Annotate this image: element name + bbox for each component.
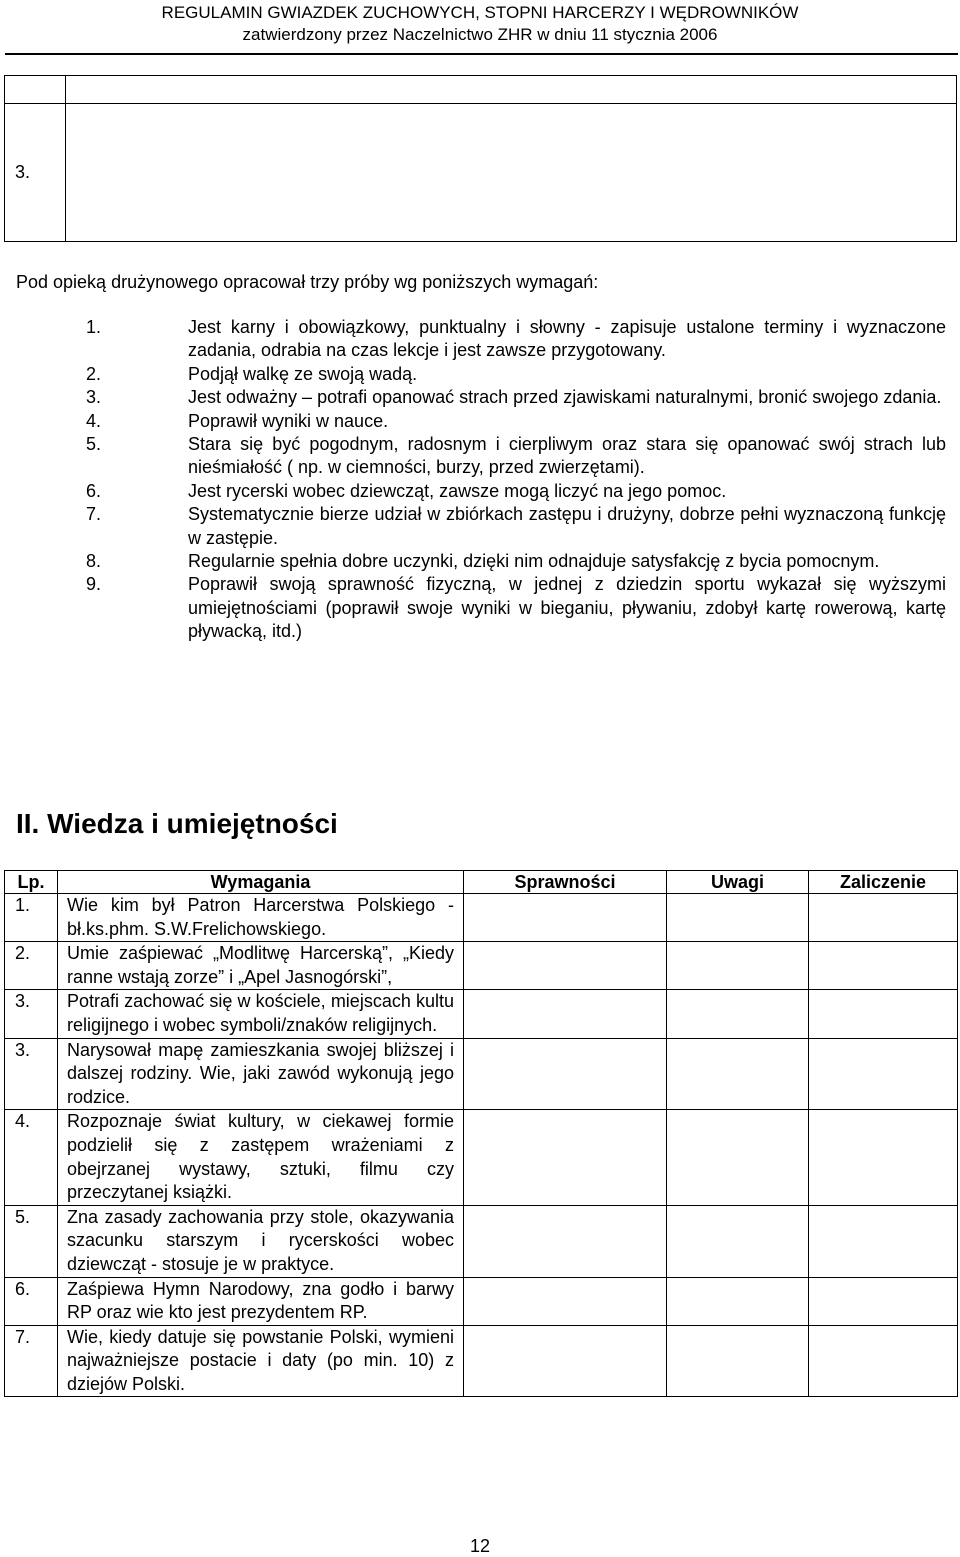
table-row xyxy=(5,990,958,1038)
list-number: 8. xyxy=(86,551,102,572)
table-cell xyxy=(66,76,957,104)
row-number: 4. xyxy=(5,1110,58,1205)
previous-requirements-table-fragment xyxy=(4,75,957,242)
notes-cell xyxy=(667,1038,809,1110)
column-header-badges: Sprawności xyxy=(464,871,667,894)
row-number: 3. xyxy=(5,1038,58,1110)
page-number: 12 xyxy=(469,1536,491,1556)
badges-cell xyxy=(464,1277,667,1325)
notes-cell xyxy=(667,1277,809,1325)
document-header xyxy=(0,2,960,46)
list-item xyxy=(86,386,946,409)
list-number: 6. xyxy=(86,480,102,501)
row-number: 3. xyxy=(5,104,66,242)
requirement-text: Zaśpiewa Hymn Narodowy, zna godło i barwy RP oraz wie kto jest prezydentem RP. xyxy=(58,1277,464,1325)
completion-cell xyxy=(809,942,958,990)
notes-cell xyxy=(667,1110,809,1205)
requirement-text: Zna zasady zachowania przy stole, okazywania szacunku starszym i rycerskości wobec dziewcząt - stosuje je w praktyce. xyxy=(58,1205,464,1277)
header-divider xyxy=(5,53,958,55)
column-header-lp: Lp. xyxy=(5,871,58,894)
list-item xyxy=(86,433,946,480)
requirement-text: Potrafi zachować się w kościele, miejscach kultu religijnego i wobec symboli/znaków religijnych. xyxy=(58,990,464,1038)
table-row xyxy=(5,1110,958,1205)
list-text: Poprawił swoją sprawność fizyczną, w jednej z dziedzin sportu wykazał się wyższymi umiejętnościami (poprawił swoje wyniki w bieganiu, pływaniu, zdobył kartę rowerową, kartę pływacką, itd.) xyxy=(188,574,946,642)
completion-cell xyxy=(809,1110,958,1205)
list-number: 9. xyxy=(86,574,102,595)
list-number: 1. xyxy=(86,317,102,337)
row-number: 6. xyxy=(5,1277,58,1325)
list-number: 2. xyxy=(86,363,102,384)
table-row xyxy=(5,1277,958,1325)
requirement-text: Wie, kiedy datuje się powstanie Polski, wymieni najważniejsze postacie i daty (po min. 10) z dziejów Polski. xyxy=(58,1325,464,1397)
list-text: Jest karny i obowiązkowy, punktualny i słowny - zapisuje ustalone terminy i wyznaczone zadania, odrabia na czas lekcje i jest zawsze przygotowany. xyxy=(188,317,946,361)
list-text: Systematycznie bierze udział w zbiórkach zastępu i drużyny, dobrze pełni wyznaczoną funkcję w zastępie. xyxy=(188,504,946,548)
row-number: 3. xyxy=(5,990,58,1038)
list-item xyxy=(86,503,946,550)
table-row xyxy=(5,1038,958,1110)
list-number: 7. xyxy=(86,504,102,525)
badges-cell xyxy=(464,1325,667,1397)
table-row xyxy=(5,942,958,990)
row-number: 1. xyxy=(5,894,58,942)
list-item xyxy=(86,573,946,643)
list-text: Poprawił wyniki w nauce. xyxy=(188,410,389,431)
header-subtitle: zatwierdzony przez Naczelnictwo ZHR w dniu 11 stycznia 2006 xyxy=(242,25,718,44)
requirement-text: Wie kim był Patron Harcerstwa Polskiego - bł.ks.phm. S.W.Frelichowskiego. xyxy=(58,894,464,942)
notes-cell xyxy=(667,942,809,990)
section-heading: II. Wiedza i umiejętności xyxy=(16,808,338,839)
completion-cell xyxy=(809,1325,958,1397)
badges-cell xyxy=(464,894,667,942)
badges-cell xyxy=(464,1038,667,1110)
list-text: Jest odważny – potrafi opanować strach przed zjawiskami naturalnymi, bronić swojego zdania. xyxy=(188,387,942,408)
completion-cell xyxy=(809,1205,958,1277)
table-row xyxy=(5,1205,958,1277)
completion-cell xyxy=(809,894,958,942)
badges-cell xyxy=(464,990,667,1038)
notes-cell xyxy=(667,894,809,942)
column-header-requirements: Wymagania xyxy=(58,871,464,894)
table-row xyxy=(5,1325,958,1397)
row-number: 2. xyxy=(5,942,58,990)
header-title: REGULAMIN GWIAZDEK ZUCHOWYCH, STOPNI HARCERZY I WĘDROWNIKÓW xyxy=(161,3,799,22)
completion-cell xyxy=(809,1038,958,1110)
list-text: Jest rycerski wobec dziewcząt, zawsze mogą liczyć na jego pomoc. xyxy=(188,480,727,501)
completion-cell xyxy=(809,1277,958,1325)
row-number: 5. xyxy=(5,1205,58,1277)
row-number: 7. xyxy=(5,1325,58,1397)
table-cell xyxy=(5,76,66,104)
knowledge-skills-table xyxy=(4,870,958,1397)
list-text: Podjął walkę ze swoją wadą. xyxy=(188,363,418,384)
list-item xyxy=(86,410,946,433)
table-cell xyxy=(66,104,957,242)
list-text: Regularnie spełnia dobre uczynki, dzięki nim odnajduje satysfakcję z bycia pomocnym. xyxy=(188,551,880,572)
requirement-text: Umie zaśpiewać „Modlitwę Harcerską”, „Kiedy ranne wstają zorze” i „Apel Jasnogórski”, xyxy=(58,942,464,990)
column-header-completion: Zaliczenie xyxy=(809,871,958,894)
notes-cell xyxy=(667,1205,809,1277)
list-item xyxy=(86,363,946,386)
requirement-text: Rozpoznaje świat kultury, w ciekawej formie podzielił się z zastępem wrażeniami z obejrzanej wystawy, sztuki, filmu czy przeczytanej książki. xyxy=(58,1110,464,1205)
list-number: 4. xyxy=(86,410,102,431)
list-item xyxy=(86,480,946,503)
requirement-text: Narysował mapę zamieszkania swojej bliższej i dalszej rodziny. Wie, jaki zawód wykonują jego rodzice. xyxy=(58,1038,464,1110)
requirements-list xyxy=(86,316,946,644)
list-item xyxy=(86,316,946,363)
list-text: Stara się być pogodnym, radosnym i cierpliwym oraz stara się opanować swój strach lub nieśmiałość ( np. w ciemności, burzy, przed zwierzętami). xyxy=(188,434,946,478)
notes-cell xyxy=(667,990,809,1038)
list-number: 3. xyxy=(86,387,102,408)
column-header-notes: Uwagi xyxy=(667,871,809,894)
list-number: 5. xyxy=(86,434,102,455)
badges-cell xyxy=(464,1205,667,1277)
badges-cell xyxy=(464,942,667,990)
notes-cell xyxy=(667,1325,809,1397)
completion-cell xyxy=(809,990,958,1038)
badges-cell xyxy=(464,1110,667,1205)
intro-paragraph: Pod opieką drużynowego opracował trzy próby wg poniższych wymagań: xyxy=(16,272,599,292)
list-item xyxy=(86,550,946,573)
table-row xyxy=(5,894,958,942)
